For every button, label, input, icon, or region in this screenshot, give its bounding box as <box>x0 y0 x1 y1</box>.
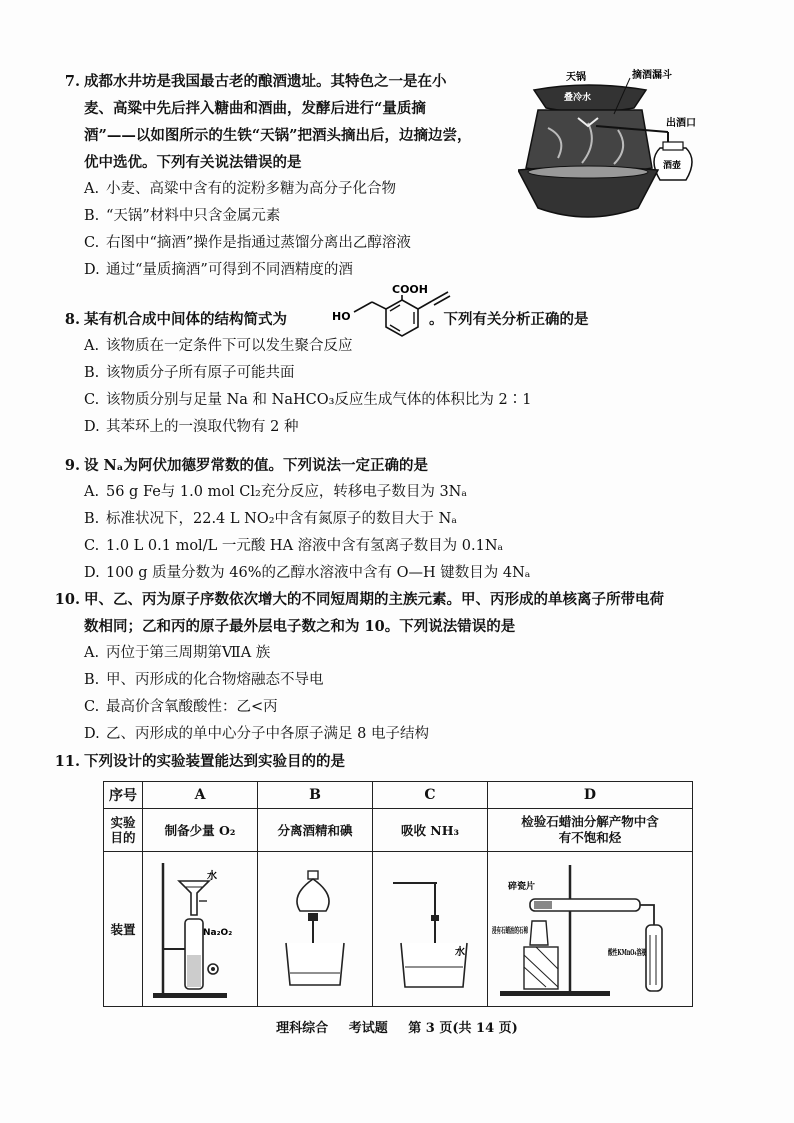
q8-option-d: D. 其苯环上的一溴取代物有 2 种 <box>84 419 299 435</box>
apparatus-c <box>373 852 488 1007</box>
header-b: B <box>258 782 373 809</box>
purpose-d: 检验石蜡油分解产物中含有不饱和烃 <box>488 809 693 852</box>
label-d-kmno4: 酸性KMnO₄溶液 <box>608 946 646 957</box>
page-footer <box>0 1017 794 1036</box>
table-apparatus-row <box>104 852 693 1007</box>
q9-option-d: D. 100 g 质量分数为 46%的乙醇水溶液中含有 O—H 键数目为 4Nₐ <box>84 565 531 581</box>
q10-option-b: B. 甲、丙形成的化合物熔融态不导电 <box>84 672 324 688</box>
purpose-a: 制备少量 O₂ <box>143 809 258 852</box>
q9-option-c: C. 1.0 L 0.1 mol/L 一元酸 HA 溶液中含有氢离子数目为 0.1Nₐ <box>84 538 504 554</box>
q9-stem: 9. 设 Nₐ为阿伏加德罗常数的值。下列说法一定正确的是 <box>64 457 429 474</box>
label-tianguo: 天锅 <box>566 72 586 83</box>
apparatus-d <box>488 852 693 1007</box>
purpose-b: 分离酒精和碘 <box>258 809 373 852</box>
label-outlet: 出酒口 <box>666 118 696 129</box>
q7-option-c: C. 右图中“摘酒”操作是指通过蒸馏分离出乙醇溶液 <box>84 235 411 251</box>
label-ho: HO <box>332 310 351 323</box>
label-a-reagent: Na₂O₂ <box>203 927 233 938</box>
q8-stem: 8. 某有机合成中间体的结构简式为 。下列有关分析正确的是 <box>64 311 589 328</box>
q7-option-d: D. 通过“量质摘酒”可得到不同酒精度的酒 <box>84 262 353 278</box>
header-c: C <box>373 782 488 809</box>
q8-option-a: A. 该物质在一定条件下可以发生聚合反应 <box>84 338 353 354</box>
q7-stem-3: 酒”——以如图所示的生铁“天锅”把酒头摘出后，边摘边尝， <box>84 127 472 144</box>
q7-stem: 7. 成都水井坊是我国最古老的酿酒遗址。其特色之一是在小 <box>64 73 447 90</box>
q7-stem-2: 麦、高粱中先后拌入糖曲和酒曲，发酵后进行“量质摘 <box>84 100 426 117</box>
q8-option-b: B. 该物质分子所有原子可能共面 <box>84 365 295 381</box>
still-pot-figure <box>518 68 708 226</box>
molecule-structure <box>330 282 456 346</box>
experiment-table <box>103 781 693 1007</box>
q10-option-a: A. 丙位于第三周期第ⅦA 族 <box>84 645 271 661</box>
label-jar: 酒壶 <box>663 161 682 171</box>
apparatus-d-figure <box>490 855 690 1001</box>
question-10 <box>50 586 760 748</box>
q10-stem-2: 数相同；乙和丙的原子最外层电子数之和为 10。下列说法错误的是 <box>84 618 516 635</box>
q10-option-d: D. 乙、丙形成的单中心分子中各原子满足 8 电子结构 <box>84 726 429 742</box>
question-7 <box>54 68 514 284</box>
q7-option-a: A. 小麦、高粱中含有的淀粉多糖为高分子化合物 <box>84 181 396 197</box>
apparatus-b-figure <box>260 855 370 1001</box>
q9-option-a: A. 56 g Fe与 1.0 mol Cl₂充分反应，转移电子数目为 3Nₐ <box>84 484 467 500</box>
question-11 <box>50 748 750 775</box>
label-water: 叠冷水 <box>564 93 592 103</box>
q9-option-b: B. 标准状况下，22.4 L NO₂中含有氮原子的数目大于 Nₐ <box>84 511 457 527</box>
question-9 <box>54 452 754 587</box>
label-a-water: 水 <box>207 870 217 882</box>
table-header-row <box>104 782 693 809</box>
apparatus-label: 装置 <box>104 852 143 1007</box>
header-a: A <box>143 782 258 809</box>
label-c-water: 水 <box>455 946 465 958</box>
label-d-asbestos: 浸有石蜡油的石棉 <box>492 924 528 935</box>
apparatus-b <box>258 852 373 1007</box>
q10-stem: 10. 甲、乙、丙为原子序数依次增大的不同短周期的主族元素。甲、丙形成的单核离子所带电荷 <box>54 591 664 608</box>
q10-option-c: C. 最高价含氧酸酸性：乙<丙 <box>84 699 278 715</box>
purpose-c: 吸收 NH₃ <box>373 809 488 852</box>
q11-stem: 11. 下列设计的实验装置能达到实验目的的是 <box>54 753 345 770</box>
q8-option-c: C. 该物质分别与足量 Na 和 NaHCO₃反应生成气体的体积比为 2∶1 <box>84 392 532 408</box>
purpose-label: 实验目的 <box>104 809 143 852</box>
header-d: D <box>488 782 693 809</box>
table-purpose-row <box>104 809 693 852</box>
apparatus-a-figure <box>145 855 255 1001</box>
label-cooh: COOH <box>392 283 428 296</box>
apparatus-c-figure <box>375 855 485 1001</box>
footer-subject: 理科综合 <box>276 1021 329 1036</box>
label-d-porcelain: 碎瓷片 <box>508 881 536 892</box>
apparatus-a <box>143 852 258 1007</box>
footer-type: 考试题 <box>348 1021 388 1036</box>
footer-page: 第 3 页(共 14 页) <box>408 1021 518 1036</box>
header-index: 序号 <box>104 782 143 809</box>
q7-stem-4: 优中选优。下列有关说法错误的是 <box>84 154 302 171</box>
q7-option-b: B. “天锅”材料中只含金属元素 <box>84 208 281 224</box>
label-funnel: 摘酒漏斗 <box>632 70 672 81</box>
